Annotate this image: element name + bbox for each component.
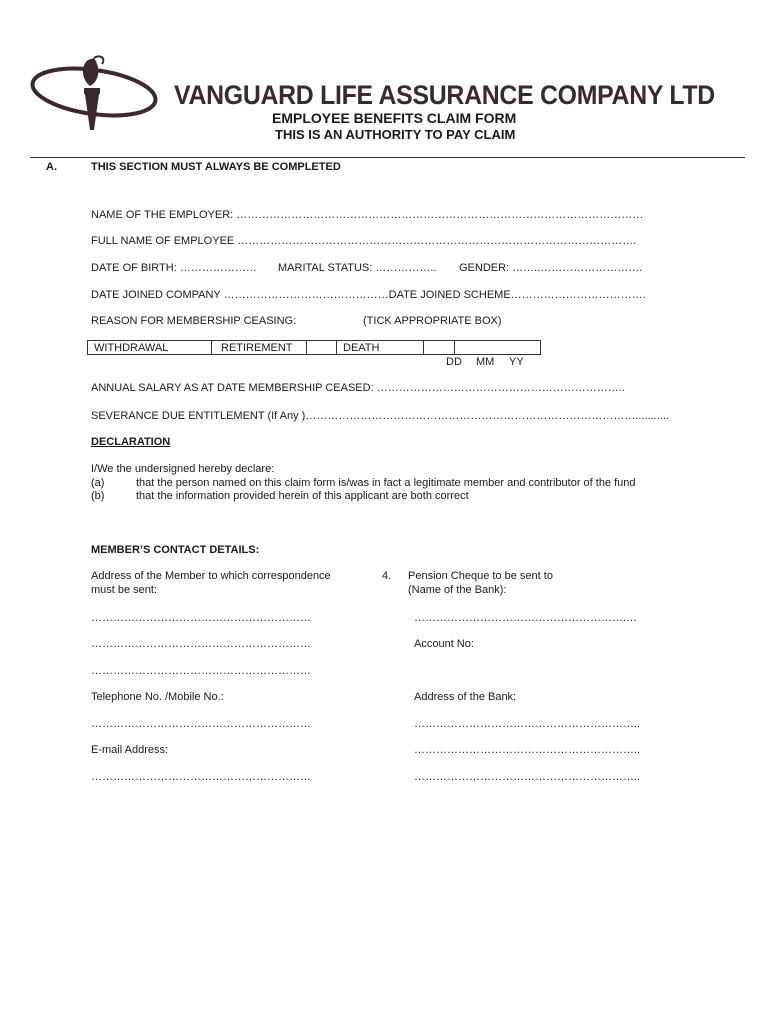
telephone-label: Telephone No. /Mobile No.: [91,691,224,703]
email-label: E-mail Address: [91,744,169,756]
address-label-line1: Address of the Member to which correspondence [91,570,331,582]
date-ceased-box[interactable] [455,341,540,354]
company-logo [28,52,160,134]
address-label-line2: must be sent: [91,584,158,596]
email-field[interactable]: …………………………………………………… [91,771,311,783]
form-title: EMPLOYEE BENEFITS CLAIM FORM [272,110,517,126]
address-line-2[interactable]: …………………………………………………… [91,638,311,650]
company-name: VANGUARD LIFE ASSURANCE COMPANY LTD [174,80,715,110]
declaration-intro: I/We the undersigned hereby declare: [91,463,275,475]
authority-title: THIS IS AN AUTHORITY TO PAY CLAIM [275,127,516,142]
date-label-mm: MM [476,356,495,368]
telephone-field[interactable]: …………………………………………………… [91,718,311,730]
pension-label-line1: Pension Cheque to be sent to [408,570,553,582]
retirement-tick-box[interactable] [307,341,337,354]
dob-field[interactable]: DATE OF BIRTH: ………………… [91,262,257,274]
bank-address-line-3[interactable]: …………………………………………………….. [414,771,641,783]
header-divider [30,157,745,158]
date-label-yy: YY [509,356,524,368]
section-letter: A. [46,161,57,173]
severance-field[interactable]: SEVERANCE DUE ENTITLEMENT (If Any )………………………………………………………………………………........... [91,410,669,422]
pension-label-line2: (Name of the Bank): [408,584,507,596]
option-withdrawal: WITHDRAWAL [88,341,212,354]
contact-heading: MEMBER’S CONTACT DETAILS: [91,544,260,556]
reason-checkbox-row [87,340,541,355]
tick-hint: (TICK APPROPRIATE BOX) [363,315,502,327]
declaration-marker-b: (b) [91,490,105,502]
bank-address-label: Address of the Bank: [414,691,517,703]
employer-field[interactable]: NAME OF THE EMPLOYER: ………………………………………………………………………………………………… [91,209,644,221]
employee-name-field[interactable]: FULL NAME OF EMPLOYEE ………………………………………………………………………………………………. [91,235,637,247]
option-death: DEATH [337,341,424,354]
date-label-dd: DD [446,356,462,368]
declaration-item-a: that the person named on this claim form is/was in fact a legitimate member and contributor of the fund [136,477,636,489]
declaration-heading: DECLARATION [91,436,171,448]
address-line-3[interactable]: …………………………………………………… [91,665,311,677]
declaration-item-b: that the information provided herein of this applicant are both correct [136,490,469,502]
death-tick-box[interactable] [424,341,455,354]
section-heading: THIS SECTION MUST ALWAYS BE COMPLETED [91,161,341,173]
bank-name-field[interactable]: ………………………………………………….… [414,612,638,624]
item-number-4: 4. [382,570,392,582]
date-joined-field[interactable]: DATE JOINED COMPANY ………………………………………DATE JOINED SCHEME………………………………. [91,289,646,301]
gender-field[interactable]: GENDER: ……..………………………. [459,262,643,274]
declaration-marker-a: (a) [91,477,105,489]
reason-label: REASON FOR MEMBERSHIP CEASING: [91,315,297,327]
bank-address-line-2[interactable]: …………………………………………………….. [414,744,641,756]
bank-address-line-1[interactable]: …………………………………………………….. [414,718,641,730]
address-line-1[interactable]: …………………………………………………… [91,612,311,624]
salary-field[interactable]: ANNUAL SALARY AS AT DATE MEMBERSHIP CEASED: ………………………………………………………….. [91,382,625,394]
account-label: Account No: [414,638,474,650]
option-retirement: RETIREMENT [221,342,293,354]
marital-status-field[interactable]: MARITAL STATUS: …………….. [278,262,437,274]
